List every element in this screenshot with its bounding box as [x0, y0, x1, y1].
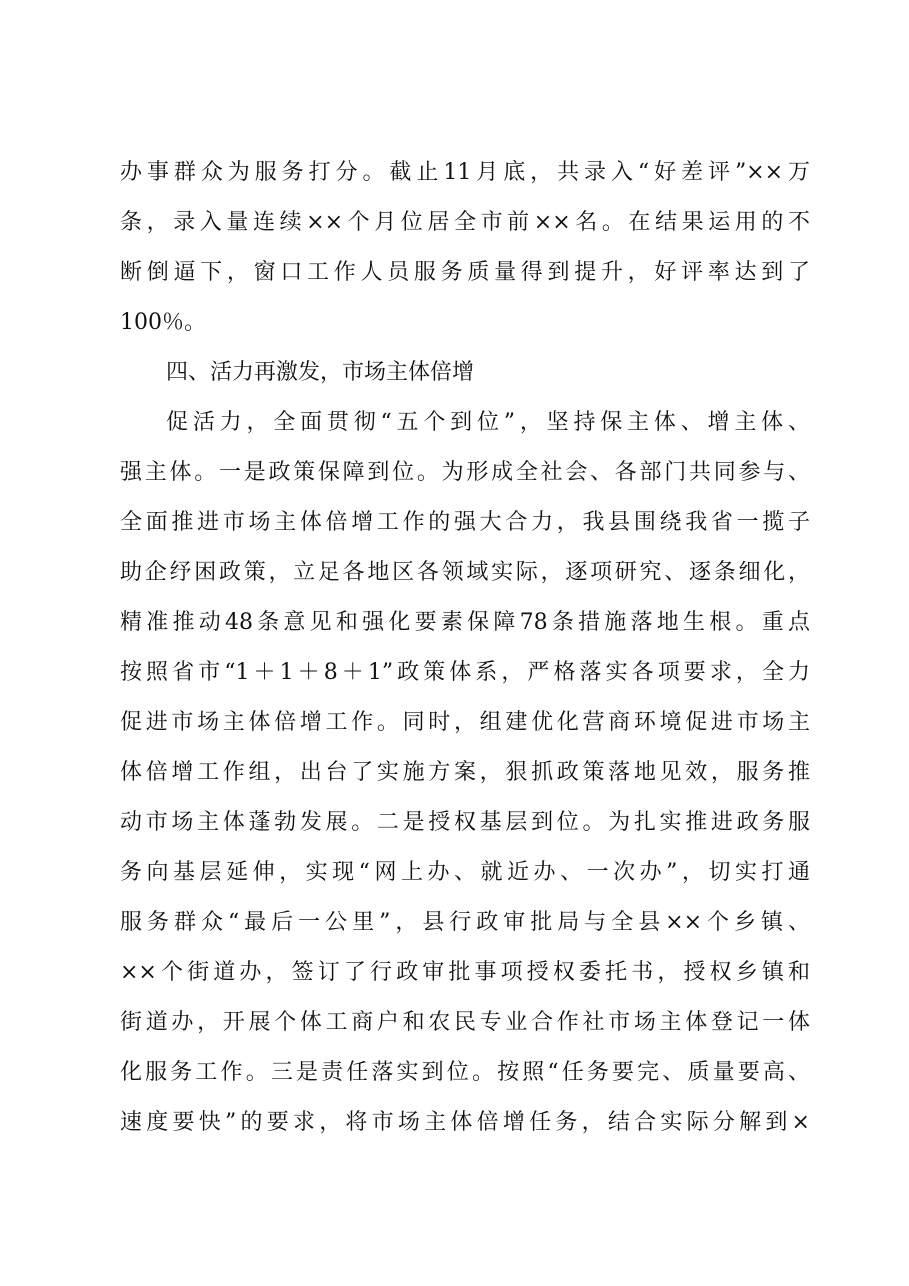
paragraph-line: 强主体。一是政策保障到位。为形成全社会、各部门共同参与、 — [120, 460, 810, 485]
paragraph-line: 务向基层延伸，实现“网上办、就近办、一次办”，切实打通 — [120, 860, 810, 885]
paragraph-line: 体倍增工作组，出台了实施方案，狠抓政策落地见效，服务推 — [120, 760, 810, 785]
paragraph-line: 化服务工作。三是责任落实到位。按照“任务要完、质量要高、 — [120, 1060, 810, 1085]
paragraph-line: ××个街道办，签订了行政审批事项授权委托书，授权乡镇和 — [120, 960, 810, 985]
paragraph-line: 按照省市“1＋1＋8＋1”政策体系，严格落实各项要求，全力 — [120, 660, 810, 685]
paragraph-line: 速度要快”的要求，将市场主体倍增任务，结合实际分解到× — [120, 1110, 810, 1135]
section-heading: 四、活力再激发，市场主体倍增 — [166, 360, 475, 385]
paragraph-line: 动市场主体蓬勃发展。二是授权基层到位。为扎实推进政务服 — [120, 810, 810, 835]
paragraph-line: 全面推进市场主体倍增工作的强大合力，我县围绕我省一揽子 — [120, 510, 810, 535]
paragraph-line: 街道办，开展个体工商户和农民专业合作社市场主体登记一体 — [120, 1010, 810, 1035]
paragraph-line: 条，录入量连续××个月位居全市前××名。在结果运用的不 — [120, 210, 810, 235]
document-body — [120, 148, 810, 1148]
paragraph-line: 精准推动48条意见和强化要素保障78条措施落地生根。重点 — [120, 610, 810, 635]
paragraph-line: 助企纾困政策，立足各地区各领域实际，逐项研究、逐条细化， — [120, 560, 810, 585]
paragraph-line: 促进市场主体倍增工作。同时，组建优化营商环境促进市场主 — [120, 710, 810, 735]
paragraph-line: 100％。 — [120, 310, 206, 335]
paragraph-line: 服务群众“最后一公里”，县行政审批局与全县××个乡镇、 — [120, 910, 810, 935]
paragraph-line: 断倒逼下，窗口工作人员服务质量得到提升，好评率达到了 — [120, 260, 810, 285]
paragraph-line: 办事群众为服务打分。截止11月底，共录入“好差评”××万 — [120, 160, 810, 185]
paragraph-line: 促活力，全面贯彻“五个到位”，坚持保主体、增主体、 — [166, 410, 810, 435]
